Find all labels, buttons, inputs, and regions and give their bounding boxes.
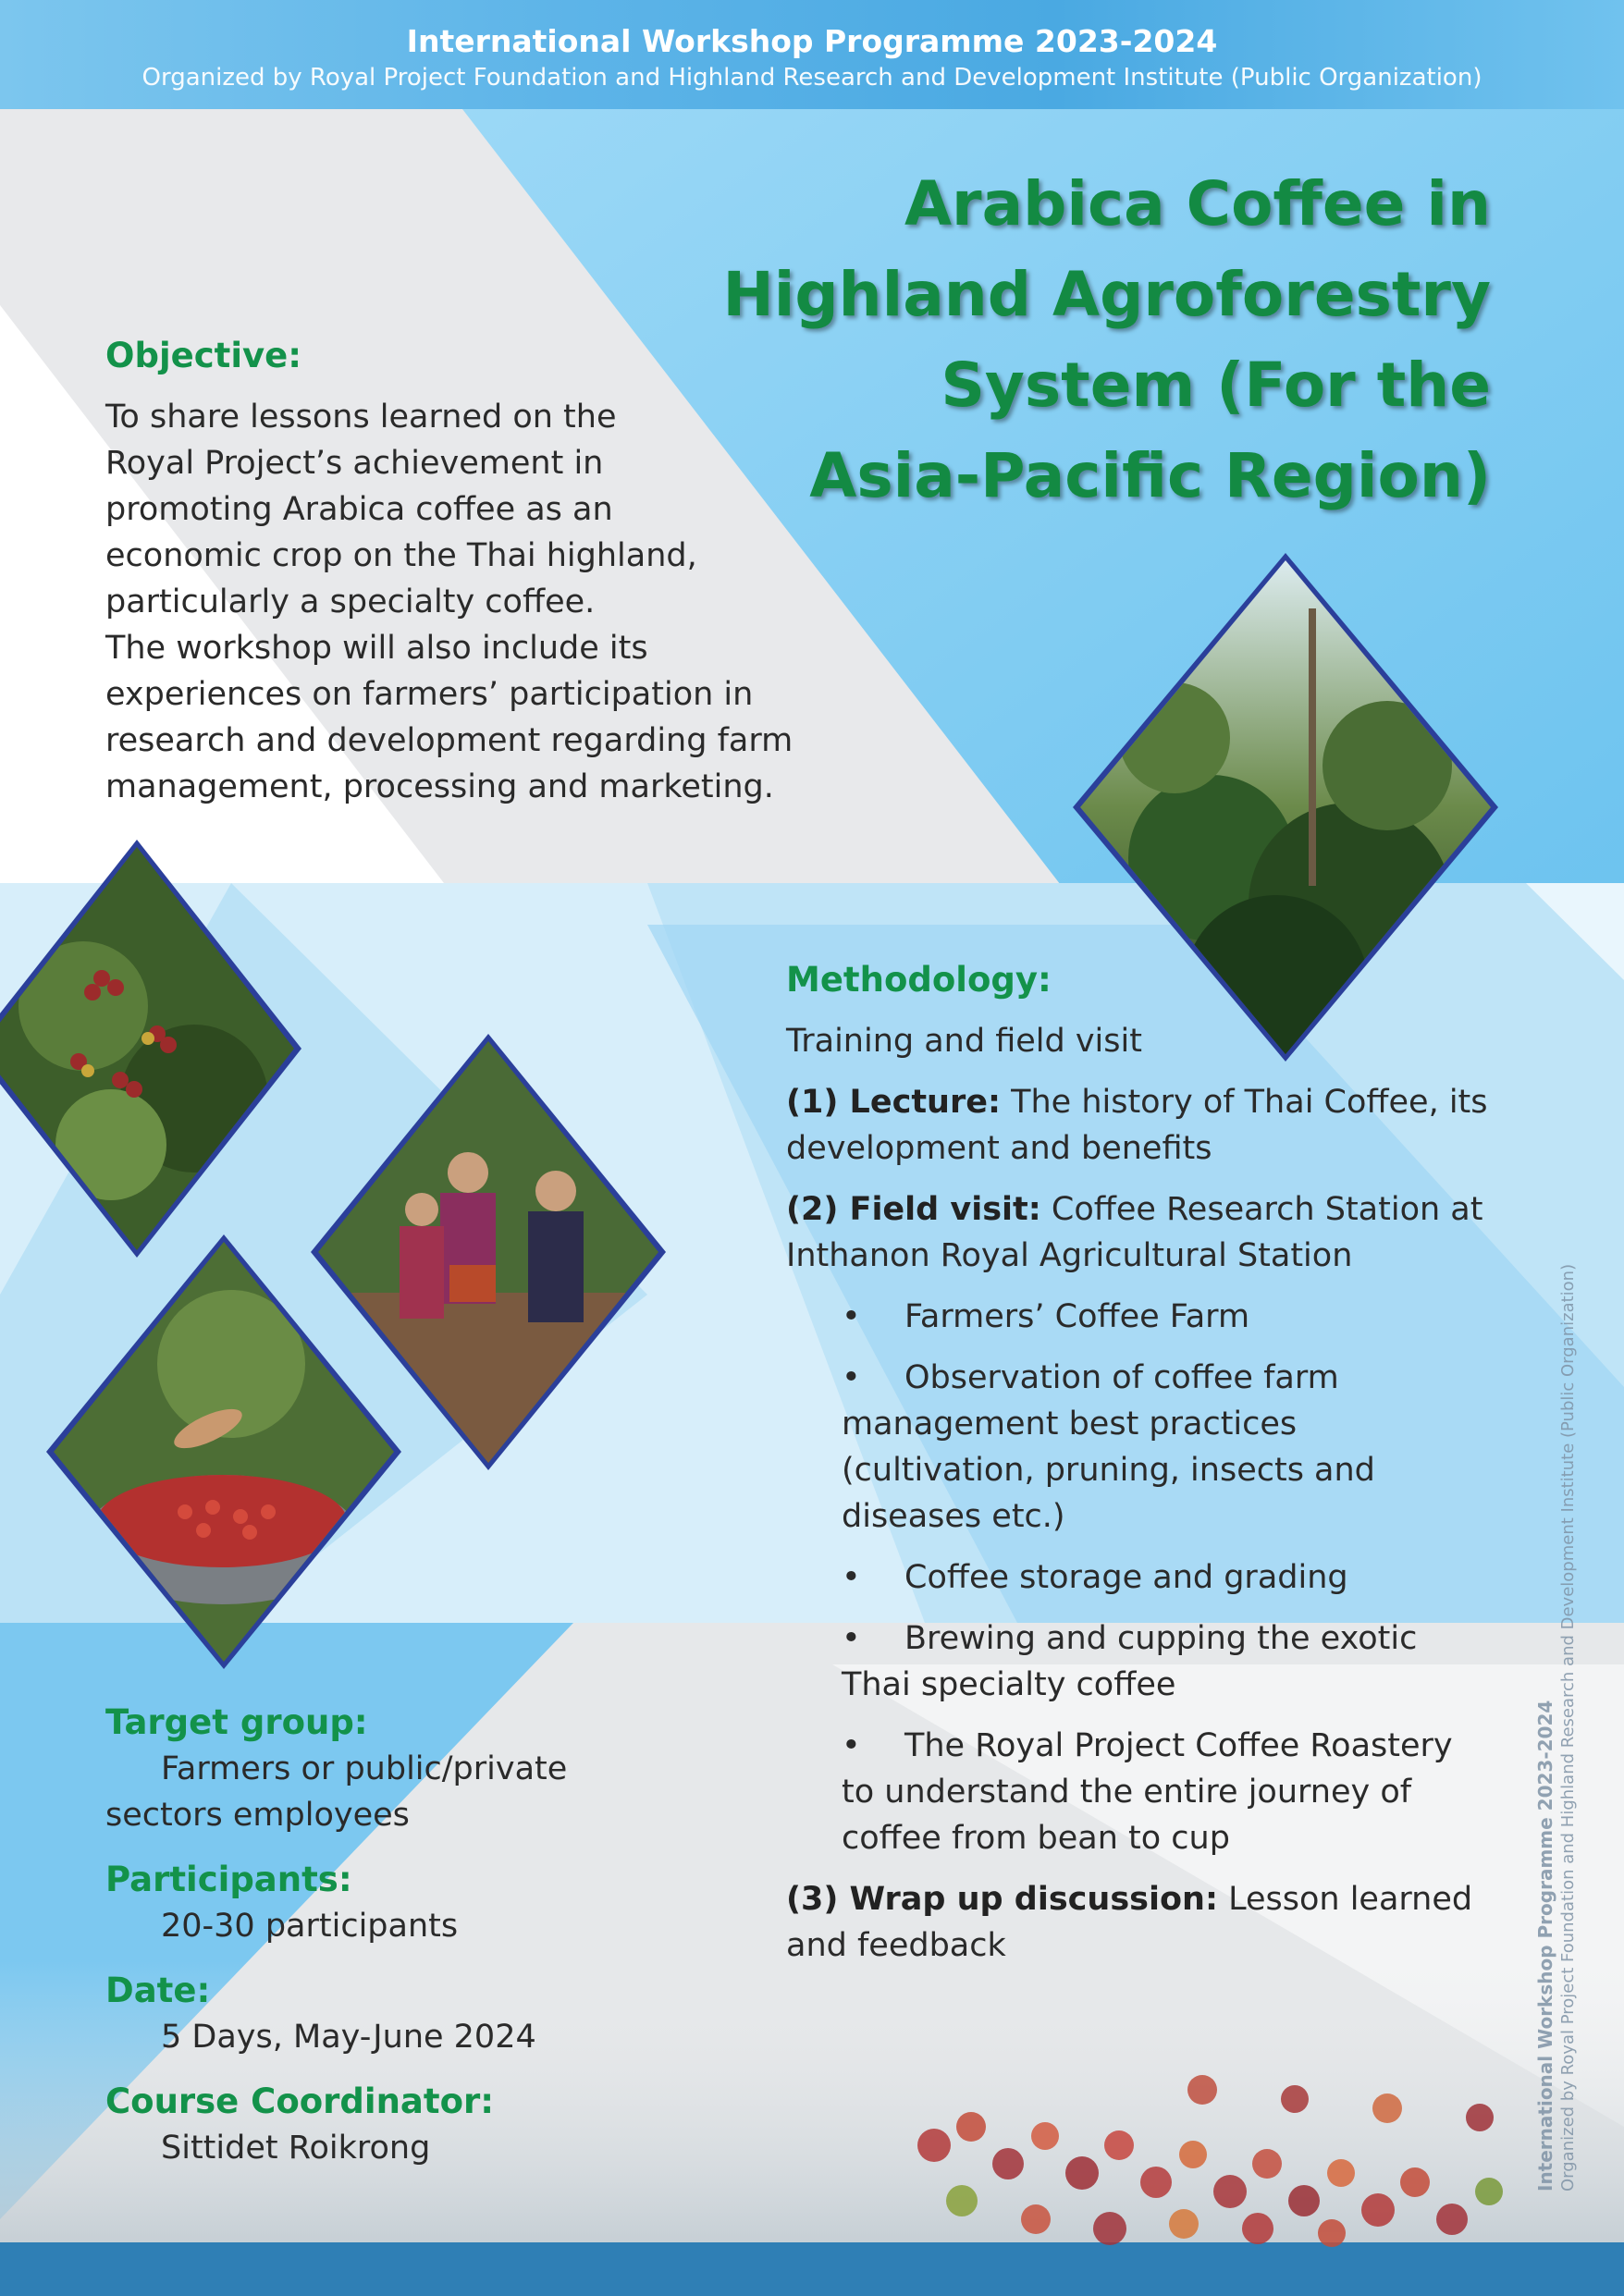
- bullet-text: Brewing and cupping the exotic Thai specialty coffee: [842, 1620, 1418, 1703]
- vertical-subtitle: Organized by Royal Project Foundation and Highland Research and Development Institute (Public Organization): [1558, 1263, 1578, 2192]
- bullet-dot: •: [842, 1359, 861, 1396]
- bullet-item: [786, 1554, 1489, 1601]
- bullet-dot: •: [842, 1620, 861, 1657]
- target-group-text: Farmers or public/private: [161, 1750, 568, 1787]
- bullet-item: [786, 1355, 1489, 1540]
- course-info-section: [105, 1700, 753, 2171]
- participants-text: 20-30 participants: [161, 1908, 459, 1945]
- item-text: The history of Thai Coffee, its development and benefits: [786, 1084, 1488, 1167]
- coordinator-text: Sittidet Roikrong: [161, 2130, 431, 2167]
- photo-coffee-harvest-basket: [46, 1234, 401, 1669]
- methodology-section: [786, 957, 1489, 1983]
- target-group-text-cont: sectors employees: [105, 1797, 410, 1834]
- bullet-item: [786, 1615, 1489, 1708]
- date-heading: Date:: [105, 1971, 211, 2010]
- objective-line: The workshop will also include its: [105, 630, 648, 667]
- vertical-side-text: [1533, 1264, 1580, 2192]
- objective-line: To share lessons learned on the: [105, 399, 617, 436]
- bullet-item: [786, 1723, 1489, 1861]
- header-subtitle: Organized by Royal Project Foundation and Highland Research and Development Institute (Public Organization): [141, 64, 1483, 92]
- title-line: System (For the: [941, 350, 1491, 421]
- bullet-dot: •: [842, 1559, 861, 1596]
- methodology-item-lecture: [786, 1079, 1489, 1172]
- bullet-text: Observation of coffee farm management best practices (cultivation, pruning, insects and diseases etc.): [842, 1359, 1375, 1535]
- date-text: 5 Days, May-June 2024: [161, 2019, 536, 2056]
- methodology-item-wrap-up: [786, 1876, 1489, 1969]
- objective-text: [105, 394, 827, 810]
- objective-line: economic crop on the Thai highland,: [105, 537, 697, 574]
- objective-line: particularly a specialty coffee.: [105, 583, 596, 620]
- target-group-heading: Target group:: [105, 1702, 368, 1742]
- bullet-dot: •: [842, 1727, 861, 1764]
- bullet-text: Farmers’ Coffee Farm: [904, 1298, 1250, 1335]
- objective-line: promoting Arabica coffee as an: [105, 491, 613, 528]
- bullet-dot: •: [842, 1298, 861, 1335]
- title-line: Arabica Coffee in: [904, 168, 1491, 239]
- objective-heading: Objective:: [105, 336, 302, 375]
- photo-coffee-cherries-branch: [0, 840, 301, 1258]
- item-label: (3) Wrap up discussion:: [786, 1881, 1218, 1918]
- title-line: Asia-Pacific Region): [809, 440, 1491, 511]
- objective-line: experiences on farmers’ participation in: [105, 676, 754, 713]
- header-title: International Workshop Programme 2023-2024: [406, 23, 1218, 59]
- coordinator-heading: Course Coordinator:: [105, 2081, 495, 2121]
- item-label: (1) Lecture:: [786, 1084, 1001, 1121]
- bullet-text: The Royal Project Coffee Roastery to understand the entire journey of coffee from bean to cup: [842, 1727, 1453, 1857]
- item-label: (2) Field visit:: [786, 1191, 1041, 1228]
- participants-heading: Participants:: [105, 1860, 352, 1899]
- bullet-text: Coffee storage and grading: [904, 1559, 1348, 1596]
- objective-line: Royal Project’s achievement in: [105, 445, 604, 482]
- item-text: Coffee Research Station at Inthanon Royal Agricultural Station: [786, 1191, 1483, 1274]
- header-banner: [0, 0, 1624, 109]
- bullet-item: [786, 1294, 1489, 1340]
- methodology-heading: Methodology:: [786, 960, 1052, 1000]
- objective-line: management, processing and marketing.: [105, 768, 774, 805]
- methodology-item-field-visit: [786, 1186, 1489, 1279]
- methodology-intro: Training and field visit: [786, 1023, 1142, 1060]
- objective-line: research and development regarding farm: [105, 722, 794, 759]
- title-line: Highland Agroforestry: [722, 259, 1491, 330]
- item-text: Lesson learned and feedback: [786, 1881, 1473, 1964]
- objective-section: [105, 333, 827, 810]
- vertical-title: International Workshop Programme 2023-2024: [1534, 1700, 1556, 2192]
